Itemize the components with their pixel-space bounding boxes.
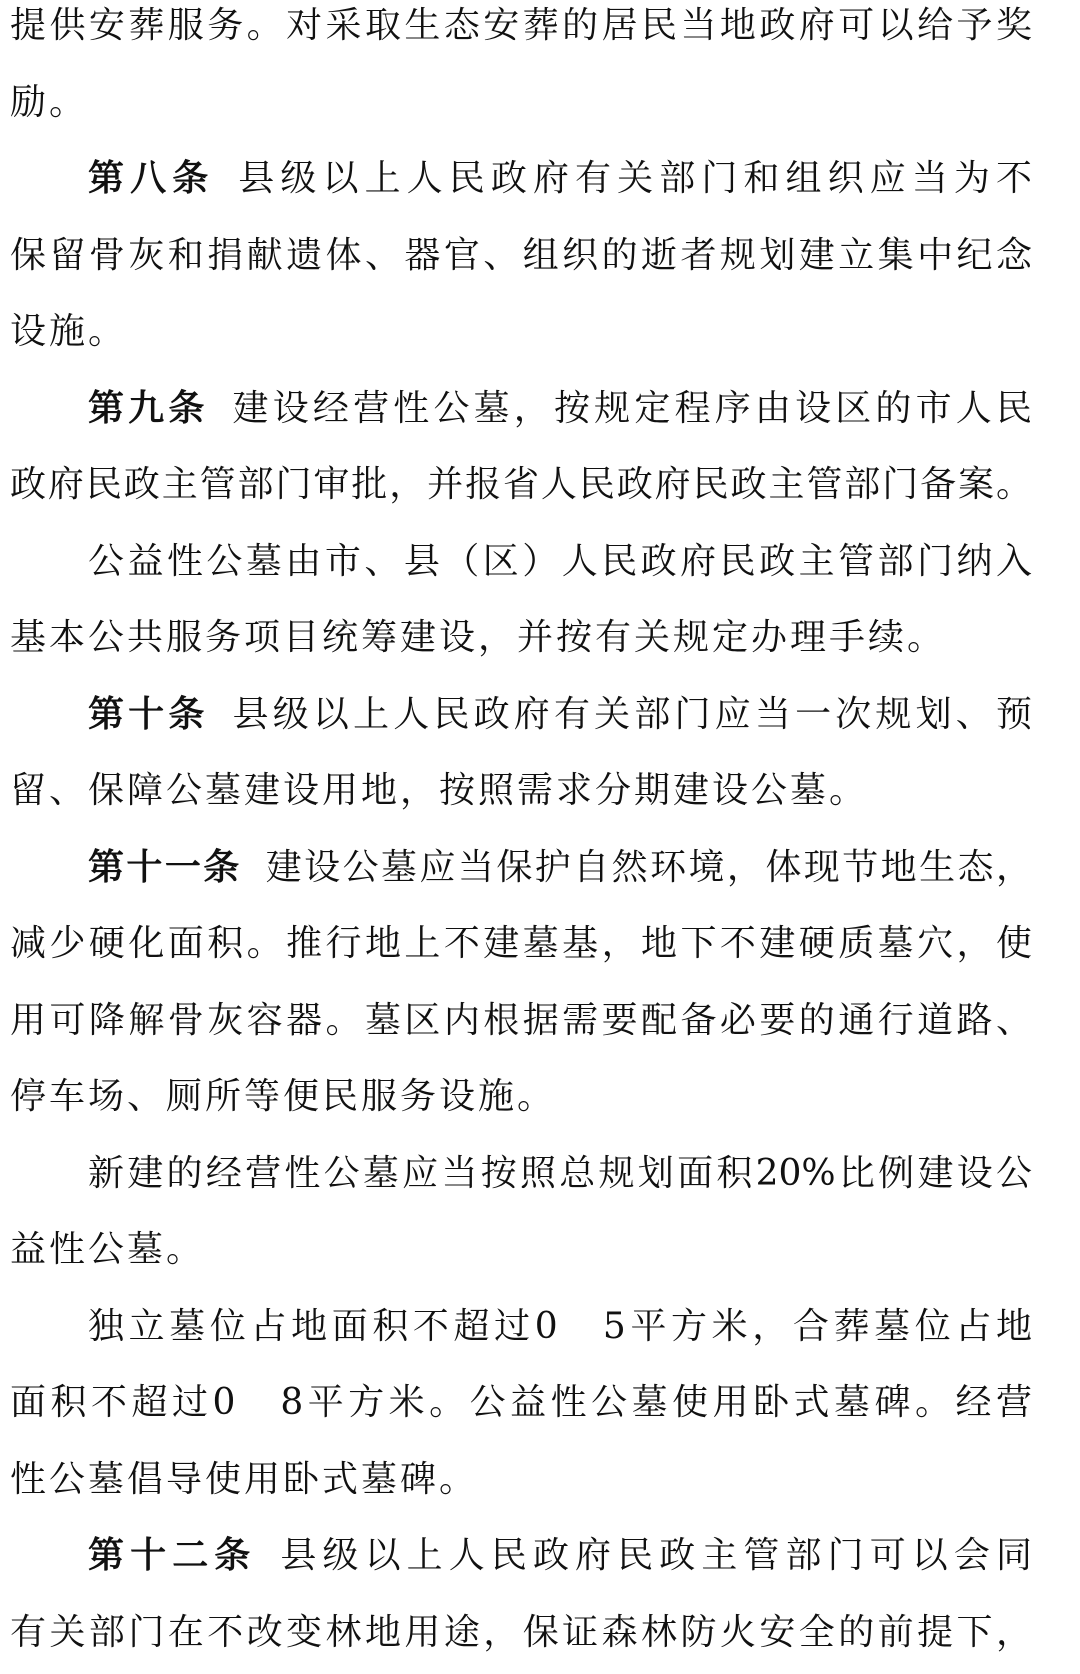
article-text: 建设公墓应当保护自然环境，体现节地生态， bbox=[265, 846, 1032, 888]
article-heading: 第十一条 bbox=[88, 846, 242, 888]
text-line: 有关部门在不改变林地用途，保证森林防火安全的前提下， bbox=[10, 1611, 1032, 1653]
text-line: 励。 bbox=[10, 81, 89, 123]
article-11-line bbox=[10, 830, 1032, 907]
text-line: 用可降解骨灰容器。墓区内根据需要配备必要的通行道路、 bbox=[10, 999, 1032, 1041]
text-line: 性公墓倡导使用卧式墓碑。 bbox=[10, 1458, 479, 1500]
text-line: 公益性公墓由市、县（区）人民政府民政主管部门纳入 bbox=[88, 540, 1032, 582]
article-text: 县级以上人民政府有关部门和组织应当为不 bbox=[238, 158, 1032, 199]
text-line: 益性公墓。 bbox=[10, 1229, 206, 1270]
article-text: 建设经营性公墓，按规定程序由设区的市人民 bbox=[232, 387, 1032, 429]
text-line: 面积不超过0 8平方米。公益性公墓使用卧式墓碑。经营 bbox=[10, 1382, 1032, 1423]
article-text: 县级以上人民政府有关部门应当一次规划、预 bbox=[232, 693, 1032, 735]
document-page bbox=[10, 0, 1032, 1671]
text-line: 留、保障公墓建设用地，按照需求分期建设公墓。 bbox=[10, 770, 869, 811]
text-line: 新建的经营性公墓应当按照总规划面积20%比例建设公 bbox=[88, 1152, 1032, 1194]
article-10-line bbox=[10, 677, 1032, 754]
text-line: 独立墓位占地面积不超过0 5平方米，合葬墓位占地 bbox=[88, 1305, 1032, 1347]
article-heading: 第十二条 bbox=[88, 1535, 257, 1576]
text-line: 设施。 bbox=[10, 311, 128, 352]
article-heading: 第十条 bbox=[88, 693, 209, 735]
article-8-line bbox=[10, 141, 1032, 218]
text-line: 停车场、厕所等便民服务设施。 bbox=[10, 1076, 557, 1117]
text-line: 政府民政主管部门审批，并报省人民政府民政主管部门备案。 bbox=[10, 464, 1032, 505]
text-line: 保留骨灰和捐献遗体、器官、组织的逝者规划建立集中纪念 bbox=[10, 234, 1032, 276]
text-line: 基本公共服务项目统筹建设，并按有关规定办理手续。 bbox=[10, 617, 947, 658]
article-heading: 第九条 bbox=[88, 387, 209, 429]
article-12-line bbox=[10, 1518, 1032, 1595]
article-text: 县级以上人民政府民政主管部门可以会同 bbox=[280, 1535, 1032, 1576]
text-line: 提供安葬服务。对采取生态安葬的居民当地政府可以给予奖 bbox=[10, 5, 1032, 46]
article-9-line bbox=[10, 371, 1032, 448]
text-line: 减少硬化面积。推行地上不建墓基，地下不建硬质墓穴，使 bbox=[10, 923, 1032, 964]
article-heading: 第八条 bbox=[88, 158, 215, 199]
